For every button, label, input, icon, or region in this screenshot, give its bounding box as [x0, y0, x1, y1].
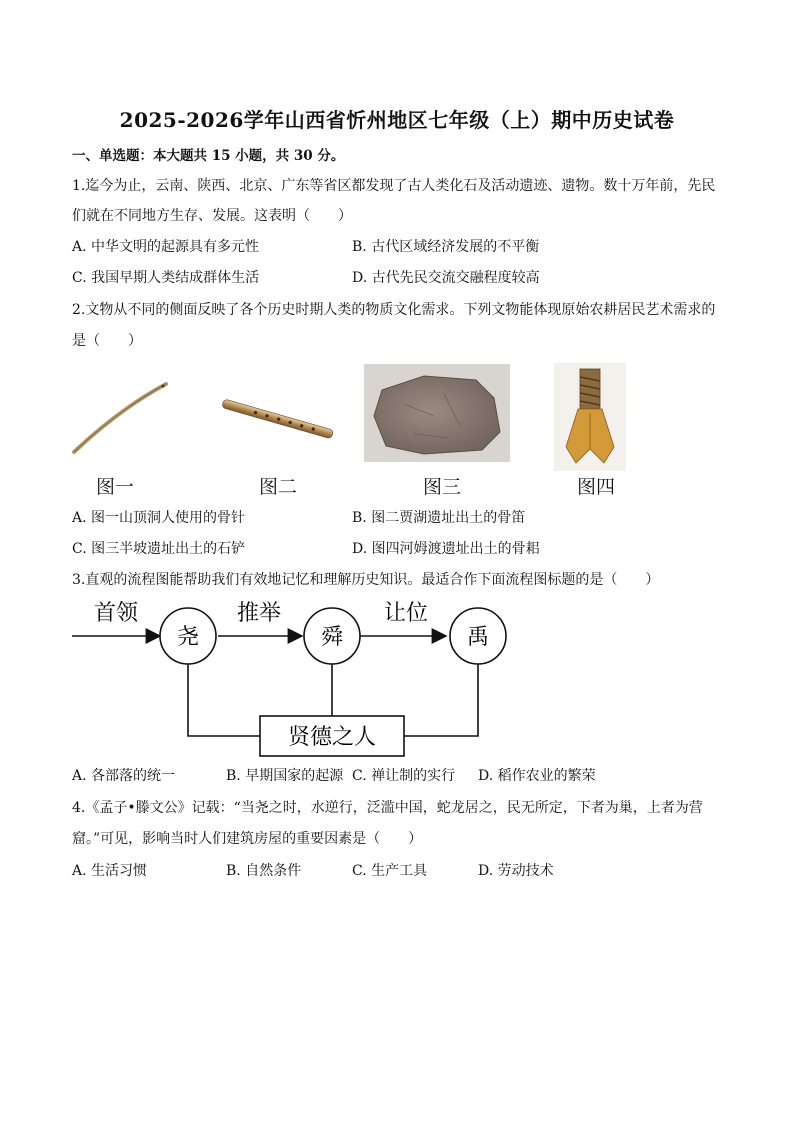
- q3-option-a: A. 各部落的统一: [72, 768, 176, 784]
- q1-stem-line2: 们就在不同地方生存、发展。这表明（ ）: [72, 208, 352, 224]
- figure-2-label: 图二: [258, 476, 297, 498]
- q1-option-c: C. 我国早期人类结成群体生活: [72, 270, 260, 286]
- figure-3-label: 图三: [422, 476, 461, 498]
- q2-option-d: D. 图四河姆渡遗址出土的骨耜: [352, 541, 540, 557]
- q2-option-b: B. 图二贾湖遗址出土的骨笛: [352, 510, 526, 526]
- shanrang-flow-diagram: [70, 594, 510, 760]
- node-shun-text: 舜: [320, 625, 344, 650]
- bone-flute-image: [214, 392, 338, 450]
- q2-stem-line2: 是（ ）: [72, 333, 142, 349]
- q2-option-c: C. 图三半坡遗址出土的石铲: [72, 541, 246, 557]
- node-yu-text: 禹: [466, 625, 490, 650]
- bone-needle-image: [70, 380, 170, 456]
- node-yao-text: 尧: [176, 625, 200, 650]
- label-abdicate: 让位: [383, 601, 429, 626]
- section-heading: 一、单选题：本大题共 15 小题，共 30 分。: [72, 148, 345, 164]
- q4-option-d: D. 劳动技术: [478, 863, 554, 879]
- q4-option-a: A. 生活习惯: [72, 863, 148, 879]
- box-text: 贤德之人: [287, 725, 377, 750]
- q1-option-a: A. 中华文明的起源具有多元性: [72, 239, 260, 255]
- label-elect: 推举: [236, 601, 282, 626]
- bone-spade-image: [554, 363, 626, 471]
- q4-stem-line1: 4.《孟子•滕文公》记载：“当尧之时，水逆行，泛滥中国，蛇龙居之，民无所定，下者为巢，上者为营: [72, 800, 703, 816]
- q1-stem-line1: 1.迄今为止，云南、陕西、北京、广东等省区都发现了古人类化石及活动遗迹、遗物。数十万年前，先民: [72, 178, 716, 194]
- q3-option-d: D. 稻作农业的繁荣: [478, 768, 596, 784]
- q4-option-c: C. 生产工具: [352, 863, 428, 879]
- q4-stem-line2: 窟。”可见，影响当时人们建筑房屋的重要因素是（ ）: [72, 831, 423, 847]
- label-lead: 首领: [93, 601, 139, 626]
- q1-option-d: D. 古代先民交流交融程度较高: [352, 270, 540, 286]
- q3-option-c: C. 禅让制的实行: [352, 768, 456, 784]
- q4-option-b: B. 自然条件: [226, 863, 302, 879]
- exam-title: 2025-2026学年山西省忻州地区七年级（上）期中历史试卷: [119, 108, 675, 132]
- figure-1-label: 图一: [95, 476, 134, 498]
- q3-stem: 3.直观的流程图能帮助我们有效地记忆和理解历史知识。最适合作下面流程图标题的是（ ）: [72, 572, 660, 588]
- q2-option-a: A. 图一山顶洞人使用的骨针: [72, 510, 246, 526]
- q2-stem-line1: 2.文物从不同的侧面反映了各个历史时期人类的物质文化需求。下列文物能体现原始农耕居民艺术需求的: [72, 302, 716, 318]
- stone-shovel-image: [364, 364, 510, 462]
- q1-option-b: B. 古代区域经济发展的不平衡: [352, 239, 540, 255]
- q3-option-b: B. 早期国家的起源: [226, 768, 344, 784]
- figure-4-label: 图四: [576, 476, 615, 498]
